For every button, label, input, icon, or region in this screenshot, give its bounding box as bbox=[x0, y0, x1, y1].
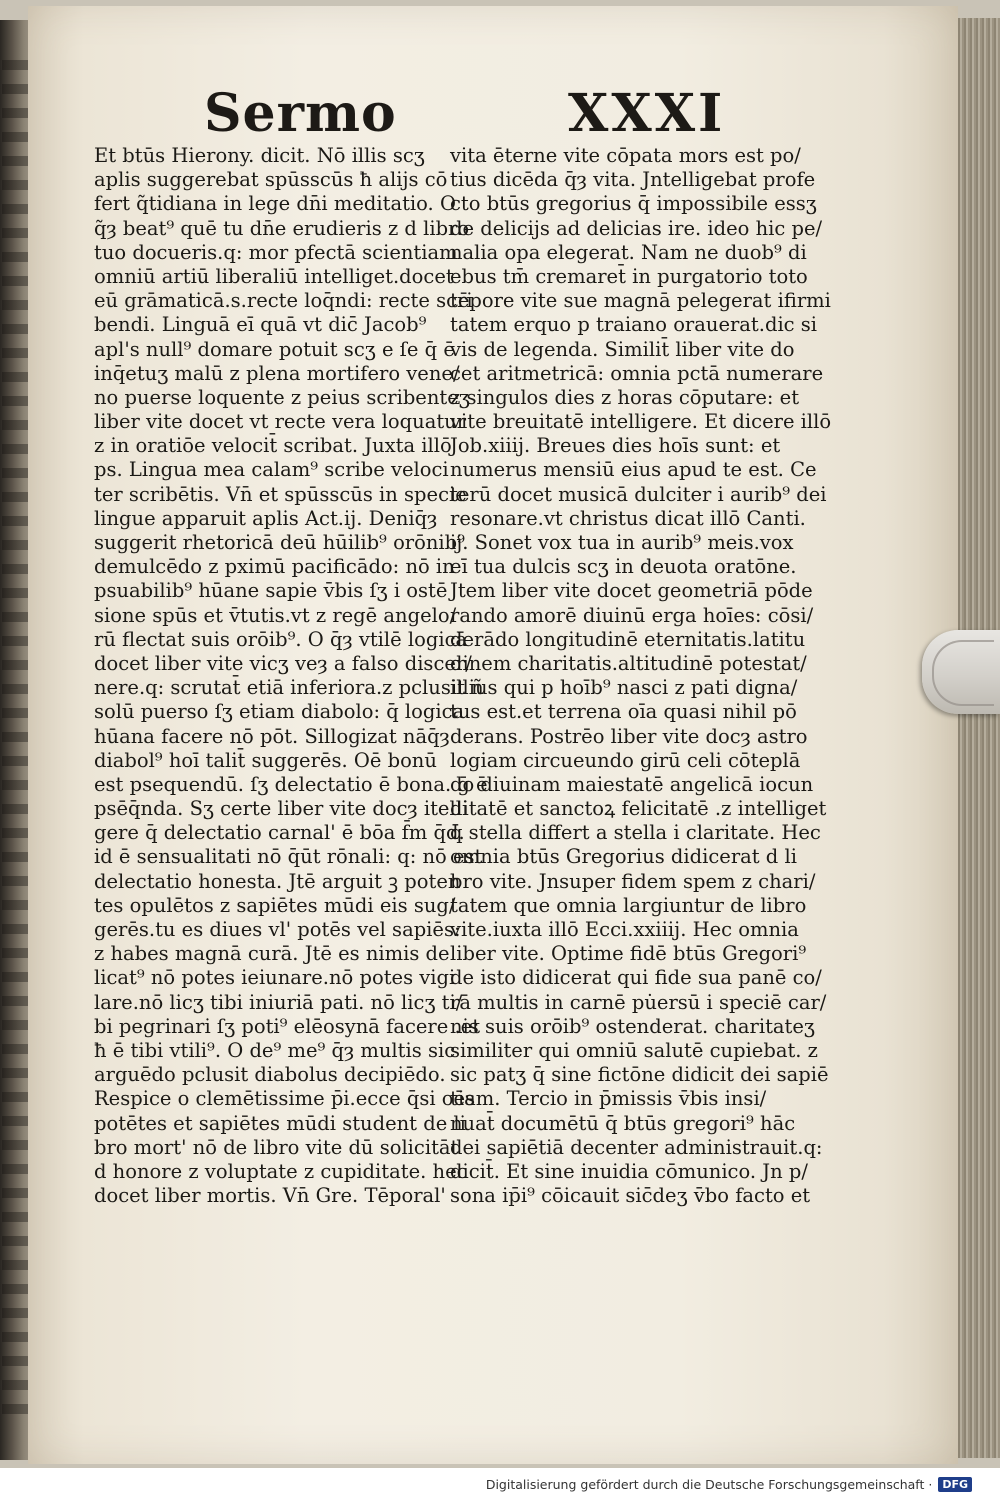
text-line: eī tua dulcis scʒ in deuota oratōne. bbox=[450, 555, 797, 579]
text-line: vis de legenda. Similit̄ liber vite do bbox=[450, 337, 795, 361]
text-line: ħ ē tibi vtili⁹. O de⁹ me⁹ q̄ȝ multis sic bbox=[94, 1038, 456, 1062]
text-line: derans. Postrēo liber vite docȝ astro bbox=[450, 724, 808, 748]
text-line: Et btūs Hierony. dicit. Nō illis scʒ bbox=[94, 144, 425, 167]
text-line: sic patʒ q̄ sine fictōne didicit dei sapiē bbox=[450, 1063, 829, 1087]
text-line: gerēs.tu es diues vl' potēs vel sapiēs: bbox=[94, 918, 461, 941]
text-column-right bbox=[450, 144, 832, 1208]
text-line: nuat̄ documētū q̄ btūs gregori⁹ hāc bbox=[450, 1111, 796, 1135]
text-line: z in oratiōe velocit̄ scribat. Juxta illō bbox=[94, 434, 452, 458]
text-line: ebus tm̄ cremaret̄ in purgatorio toto bbox=[450, 264, 808, 288]
text-line: sona ip̄i⁹ cōicauit sic̄deʒ v̄bo facto et bbox=[450, 1184, 811, 1208]
text-line: Job.xiiij. Breues dies hoīs sunt: et bbox=[450, 434, 781, 458]
text-line: terū docet musicā dulciter i aurib⁹ dei bbox=[450, 482, 827, 506]
text-line: nere.q: scrutat̄ etiā inferiora.z pclusit ñ bbox=[94, 676, 484, 700]
text-line: de delicijs ad delicias ire. ideo hic pe/ bbox=[450, 216, 823, 240]
facing-page-text bbox=[2, 60, 28, 1420]
text-column-left bbox=[94, 144, 488, 1208]
text-line: demulcēdo z pximū pacificādo: nō in bbox=[94, 555, 455, 579]
text-line: logiam circueundo girū celi cōteplā bbox=[450, 748, 801, 772]
text-line: do diuinam maiestatē angelicā iocun bbox=[450, 772, 814, 796]
text-line: ij. Sonet vox tua in aurib⁹ meis.vox bbox=[450, 531, 794, 554]
text-line: nalia opa elegerat. Nam ne duob⁹ di bbox=[450, 240, 807, 264]
text-line: de isto didicerat qui fide sua panē co/ bbox=[450, 966, 822, 990]
text-line: ditatē et sanctoꝝ felicitatē .z intelliget bbox=[450, 797, 827, 821]
text-line: docet liber mortis. Vn̄ Gre. Tēporal' bbox=[94, 1184, 446, 1208]
text-line: diabol⁹ hoī talit̄ suggerēs. Oē bonū bbox=[94, 748, 437, 772]
text-line: rando amorē diuinū erga hoīes: cōsi/ bbox=[450, 603, 814, 627]
text-line: dicit̄. Et sine inuidia cōmunico. Jn p/ bbox=[450, 1159, 808, 1183]
page-block-edge bbox=[958, 18, 1000, 1458]
running-head-right: XXXI bbox=[568, 83, 726, 144]
text-line: q̄ stella differt a stella i claritate. Hec bbox=[450, 821, 821, 845]
text-line: suggerit rhetoricā deū hūilib⁹ orōnib⁹ bbox=[94, 531, 465, 554]
text-line: numerus mensiū eius apud te est. Ce bbox=[450, 458, 817, 482]
text-line: eū grāmaticā.s.recte loq̄ndi: recte scri bbox=[94, 289, 473, 313]
text-line: q̃ȝ beat⁹ quē tu dn̄e erudieris z d libro bbox=[94, 216, 470, 240]
text-line: dei sapiētiā decenter administrauit.q: bbox=[450, 1135, 823, 1159]
text-line: ps. Lingua mea calam⁹ scribe veloci bbox=[94, 458, 449, 482]
text-line: bi pegrinari ſʒ poti⁹ elēosynā facere .et bbox=[94, 1014, 481, 1038]
text-line: cto btūs gregorius q̄ impossibile essʒ bbox=[450, 192, 817, 216]
text-line: est psequendū. ſʒ delectatio ē bona. ḡ ē bbox=[94, 772, 488, 796]
page-clip bbox=[922, 630, 1000, 714]
text-line: omnia btūs Gregorius didicerat d li bbox=[450, 845, 797, 869]
dfg-logo: DFG bbox=[938, 1477, 972, 1492]
text-line: tuo docueris.q: mor pfectā scientiam bbox=[94, 240, 458, 264]
text-line: vita ēterne vite cōpata mors est po/ bbox=[450, 144, 801, 167]
text-line: resonare.vt christus dicat illō Canti. bbox=[450, 506, 806, 530]
text-line: vite.iuxta illō Ecci.xxiiij. Hec omnia bbox=[450, 918, 799, 941]
text-line: Jtem liber vite docet geometriā pōde bbox=[450, 579, 813, 603]
book-page bbox=[28, 6, 958, 1464]
text-line: tius dicēda q̄ȝ vita. Jntelligebat profe bbox=[450, 168, 816, 192]
text-line: psēq̄nda. Sʒ certe liber vite docȝ itelli bbox=[94, 797, 469, 821]
text-line: lingue apparuit aplis Act.ij. Deniq̄ȝ bbox=[94, 506, 438, 530]
text-line: ter scribētis. Vn̄ et spūsscūs in specie bbox=[94, 482, 467, 506]
text-line: id ē sensualitati nō q̄ūt rōnali: q: nō est bbox=[94, 845, 483, 869]
text-line: no puerse loquente z peius scribenteʒ bbox=[94, 385, 470, 409]
text-line: aplis suggerebat spūsscūs ħ alijs cō bbox=[94, 168, 448, 192]
text-line: omniū artiū liberaliū intelliget.docet bbox=[94, 264, 454, 288]
text-line: lare.nō licʒ tibi iniuriā pati. nō licʒ ti/ bbox=[94, 990, 463, 1014]
text-line: liber vite. Optime fidē btūs Gregori⁹ bbox=[450, 942, 807, 966]
text-line: tiam. Tercio in p̄missis v̄bis insi/ bbox=[450, 1087, 767, 1111]
text-line: fert q̃tidiana in lege dn̄i meditatio. O bbox=[94, 192, 456, 216]
text-line: tatem que omnia largiuntur de libro bbox=[450, 893, 807, 917]
text-line: docet liber vite vicʒ veȝ a falso discer/ bbox=[94, 651, 472, 675]
text-line: vite breuitatē intelligere. Et dicere illō bbox=[450, 410, 832, 434]
text-line: tes opulētos z sapiētes mūdi eis sug/ bbox=[94, 893, 456, 917]
running-head-left: Sermo bbox=[204, 83, 397, 144]
text-line: tus est.et terrena oīa quasi nihil pō bbox=[450, 700, 797, 724]
text-line: z habes magnā curā. Jtē es nimis de bbox=[94, 942, 450, 966]
text-line: d honore z voluptate z cupiditate. hec bbox=[94, 1159, 468, 1183]
text-line: gere q̄ delectatio carnal' ē bōa f̄m q̄d. bbox=[94, 821, 465, 845]
text-line: z singulos dies z horas cōputare: et bbox=[450, 385, 800, 409]
text-line: tatem erquo p traiano orauerat.dic si bbox=[450, 313, 818, 337]
text-line: sione spūs et v̄tutis.vt z regē angelo/ bbox=[94, 603, 457, 627]
text-line: nis suis orōib⁹ ostenderat. charitateʒ bbox=[450, 1014, 815, 1038]
footer-credit bbox=[486, 1477, 972, 1492]
text-line: dinem charitatis.altitudinē potestat/ bbox=[450, 651, 807, 675]
footer-credit-text: Digitalisierung gefördert durch die Deutsche Forschungsgemeinschaft · bbox=[485, 1477, 933, 1492]
text-line: apl's null⁹ domare potuit scʒ e ſe q̄ ē bbox=[94, 337, 455, 361]
text-line: bro mort' nō de libro vite dū solicitāt bbox=[94, 1135, 459, 1159]
text-line: derādo longitudinē eternitatis.latitu bbox=[450, 627, 806, 651]
text-line: delectatio honesta. Jtē arguit ꝫ poten bbox=[94, 869, 461, 893]
text-line: tēpore vite sue magnā pelegerat ifirmi bbox=[450, 289, 831, 313]
text-line: hūana facere nō pōt. Sillogizat nāq̄ȝ bbox=[94, 724, 450, 748]
text-line: bendi. Linguā eī quā vt dic̄ Jacob⁹ bbox=[94, 313, 427, 337]
text-line: inq̄etuʒ malū z plena mortifero vene/ bbox=[94, 361, 460, 385]
text-line: licat⁹ nō potes ieiunare.nō potes vigi bbox=[94, 966, 456, 990]
text-line: illius qui p hoīb⁹ nasci z pati digna/ bbox=[450, 676, 798, 700]
text-line: Respice o clemētissime p̄i.ecce q̄si oēs bbox=[94, 1087, 476, 1111]
text-line: arguēdo pclusit diabolus decipiēdo. bbox=[94, 1063, 446, 1087]
text-line: psuabilib⁹ hūane sapie v̄bis ſʒ i ostē bbox=[94, 579, 448, 603]
text-line: rū flectat suis orōib⁹. O q̄ȝ vtilē logicā bbox=[94, 627, 468, 651]
text-line: potētes et sapiētes mūdi student de li bbox=[94, 1111, 466, 1135]
text-line: cet aritmetricā: omnia pctā numerare bbox=[450, 361, 824, 385]
text-line: liber vite docet vt recte vera loquatur bbox=[94, 410, 467, 434]
text-line: rā multis in carnē pu̇ersū i speciē car/ bbox=[450, 990, 827, 1014]
text-line: solū puerso ſʒ etiam diabolo: q̄ logica bbox=[94, 700, 465, 724]
text-line: similiter qui omniū salutē cupiebat. z bbox=[450, 1038, 818, 1062]
text-line: bro vite. Jnsuper fidem spem z chari/ bbox=[450, 869, 816, 893]
